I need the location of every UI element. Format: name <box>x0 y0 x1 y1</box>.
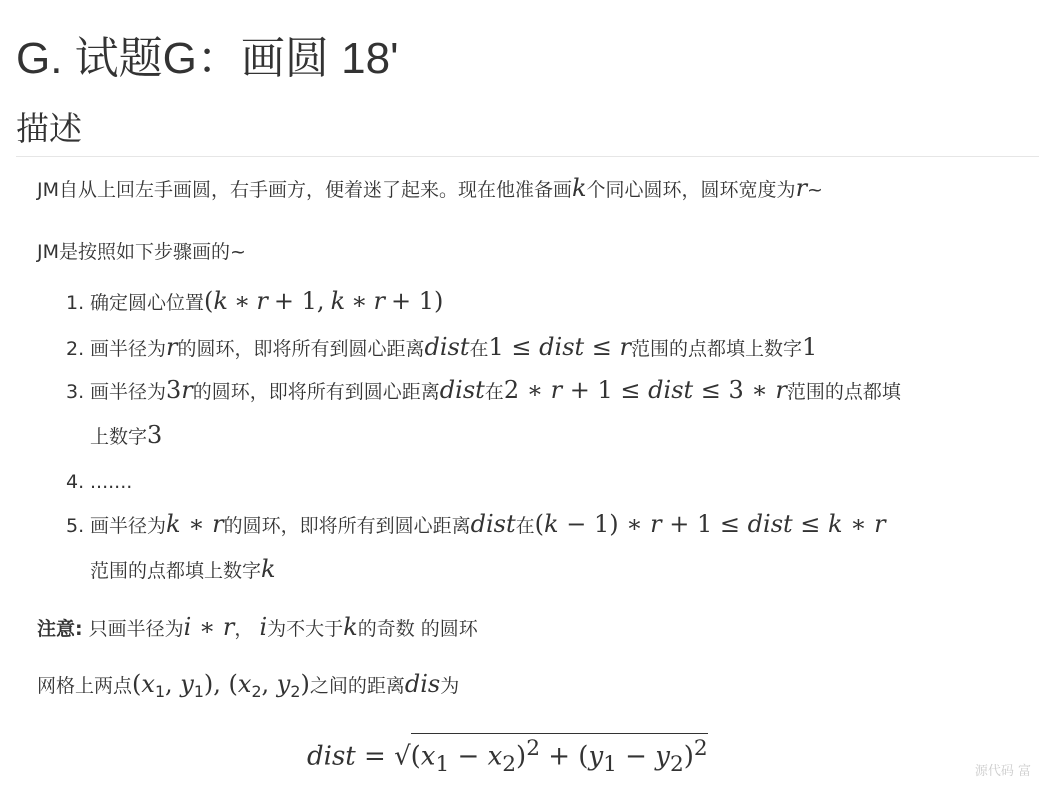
step-1: 1. 确定圆心位置(k ∗ r + 1, k ∗ r + 1) <box>66 287 444 315</box>
note-label: 注意: <box>37 618 83 640</box>
section-heading-description: 描述 <box>16 109 82 148</box>
section-divider <box>16 156 1039 157</box>
note-paragraph: 注意: 只画半径为i ∗ r， i为不大于k的奇数 的圆环 <box>37 613 478 641</box>
distance-formula: dist = $√(x_1 - x_2)^2 + (y_1 - y_2)^2$ <box>307 733 708 777</box>
step-5-continuation: 范围的点都填上数字k <box>90 555 276 583</box>
step-4: 4. ....... <box>66 471 133 493</box>
step-3: 3. 画半径为3r的圆环，即将所有到圆心距离dist在2 ∗ r + 1 ≤ dist ≤ 3 ∗ r范围的点都填 <box>66 376 901 404</box>
steps-intro: JM是按照如下步骤画的~ <box>37 241 246 263</box>
problem-title: G. 试题G：画圆 18' <box>16 34 399 83</box>
step-3-continuation: 上数字3 <box>90 421 163 449</box>
intro-paragraph: JM自从上回左手画圆，右手画方，便着迷了起来。现在他准备画k个同心圆环，圆环宽度为r~ <box>37 174 823 202</box>
watermark: 源代码 富 <box>974 764 1031 779</box>
step-2: 2. 画半径为r的圆环，即将所有到圆心距离dist在1 ≤ dist ≤ r范围的点都填上数字1 <box>66 333 818 361</box>
step-5: 5. 画半径为k ∗ r的圆环，即将所有到圆心距离dist在(k − 1) ∗ r + 1 ≤ dist ≤ k ∗ r <box>66 510 886 538</box>
distance-paragraph: 网格上两点($x_1$, $y_1$), ($x_2$, $y_2$)之间的距离dis为 <box>37 670 460 701</box>
